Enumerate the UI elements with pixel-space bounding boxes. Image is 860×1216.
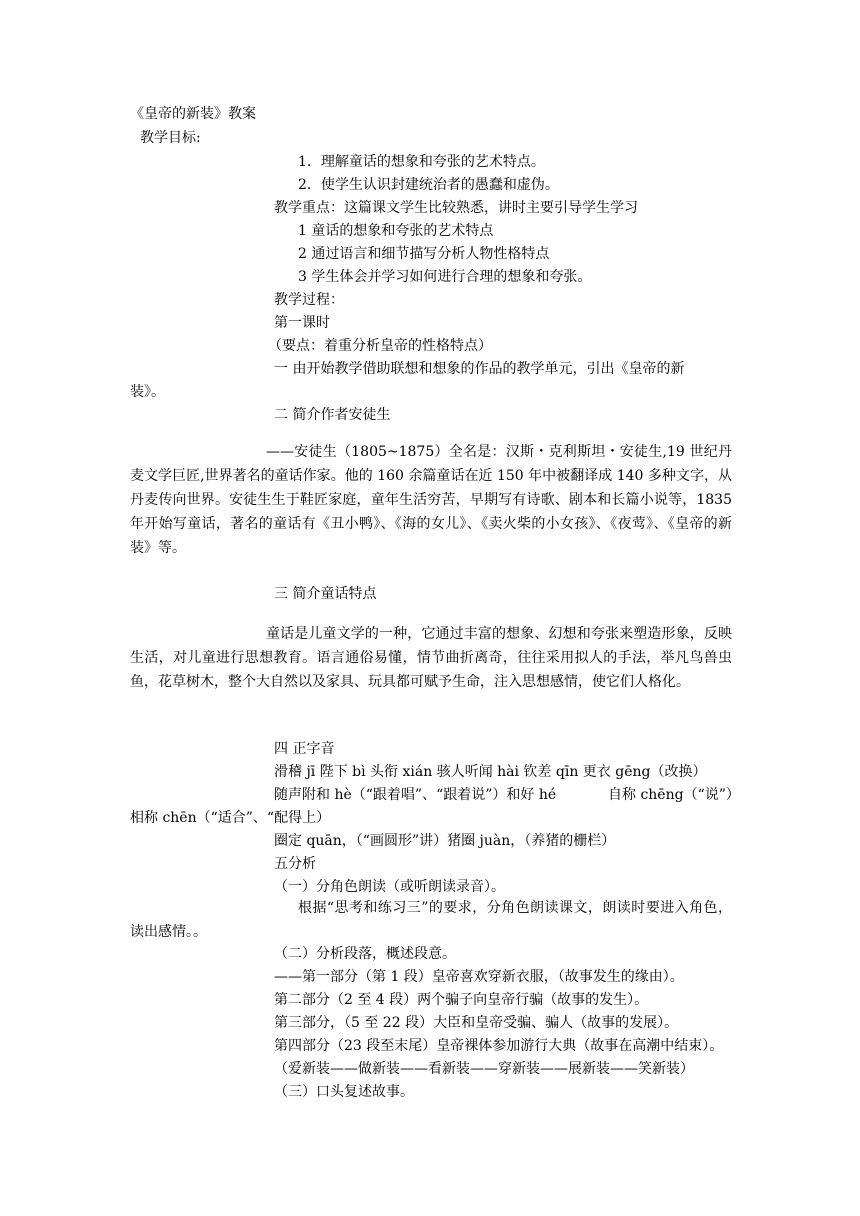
- focus-heading: 教学重点：这篇课文学生比较熟悉，讲时主要引导学生学习: [274, 200, 638, 216]
- segment-1: ——第一部分（第 1 段）皇帝喜欢穿新衣服，（故事发生的缘由）。: [274, 969, 684, 985]
- focus-item-3: 3 学生体会并学习如何进行合理的想象和夸张。: [298, 269, 592, 285]
- step1-line-a: 一 由开始教学借助联想和想象的作品的教学单元，引出《皇帝的新: [274, 361, 685, 377]
- segment-2: 第二部分（2 至 4 段）两个骗子向皇帝行骗（故事的发生）。: [274, 992, 649, 1008]
- segment-3: 第三部分，（5 至 22 段）大臣和皇帝受骗、骗人（故事的发展）。: [274, 1015, 679, 1031]
- step2-heading: 二 简介作者安徒生: [274, 407, 391, 423]
- step3-heading: 三 简介童话特点: [274, 586, 377, 602]
- pronunciation-line-2a: 随声附和 hè（“跟着唱”、“跟着说”）和好 hé: [274, 787, 557, 803]
- part2-heading: （二）分析段落，概述段意。: [274, 946, 456, 962]
- goal-item-2: 2．使学生认识封建统治者的愚蠢和虚伪。: [298, 177, 559, 193]
- part3-heading: （三）口头复述故事。: [274, 1084, 414, 1100]
- focus-item-2: 2 通过语言和细节描写分析人物性格特点: [298, 246, 550, 262]
- focus-item-1: 1 童话的想象和夸张的艺术特点: [298, 223, 494, 239]
- doc-title: 《皇帝的新装》教案: [130, 106, 256, 122]
- lesson-heading: 第一课时: [274, 315, 330, 331]
- pronunciation-line-1: 滑稽 jī 陛下 bì 头衔 xián 骇人听闻 hài 钦差 qīn 更衣 gēng（改换）: [274, 764, 707, 780]
- step5-heading: 五分析: [274, 856, 316, 872]
- fairy-paragraph: 童话是儿童文学的一种，它通过丰富的想象、幻想和夸张来塑造形象，反映生活，对儿童进行思想教育。语言通俗易懂，情节曲折离奇，往往采用拟人的手法，举凡鸟兽虫鱼，花草树木，整个大自然以及家具、玩具都可赋予生命，注入思想感情，使它们人格化。: [130, 626, 732, 690]
- process-heading: 教学过程：: [274, 292, 344, 308]
- read-paragraph: 根据“思考和练习三”的要求，分角色朗读课文，朗读时要进入角色，读出感情。。: [130, 900, 732, 940]
- pronunciation-line-3: 相称 chēn（“适合”、“配得上）: [130, 810, 331, 826]
- author-paragraph: ——安徒生（1805~1875）全名是：汉斯・克利斯坦・安徒生,19 世纪丹麦文学巨匠,世界著名的童话作家。他的 160 余篇童话在近 150 年中被翻译成 140 多种文字，从丹麦传向世界。安徒生生于鞋匠家庭，童年生活穷苦，早期写有诗歌、剧本和长篇小说等，1835 年开始写童话，著名的童话有《丑小鸭》、《海的女儿》、《卖火柴的小女孩》、《夜莺》、《皇帝的新装》等。: [130, 444, 732, 556]
- step1-line-b: 装》。: [130, 384, 165, 400]
- pronunciation-line-2b: 自称 chēng（“说”）: [608, 787, 740, 803]
- goal-item-1: 1．理解童话的想象和夸张的艺术特点。: [298, 154, 545, 170]
- part1-heading: （一）分角色朗读（或听朗读录音）。: [274, 879, 505, 895]
- step4-heading: 四 正字音: [274, 741, 335, 757]
- segment-4: 第四部分（23 段至末尾）皇帝裸体参加游行大典（故事在高潮中结束）。: [274, 1038, 724, 1054]
- goals-heading: 教学目标:: [140, 130, 201, 146]
- pronunciation-line-4: 圈定 quān，（“画圆形”讲）猪圈 juàn，（养猪的栅栏）: [274, 833, 616, 849]
- plot-chain: （爱新装——做新装——看新装——穿新装——展新装——笑新装）: [274, 1061, 694, 1077]
- keypoint-note: （要点：着重分析皇帝的性格特点）: [268, 338, 492, 354]
